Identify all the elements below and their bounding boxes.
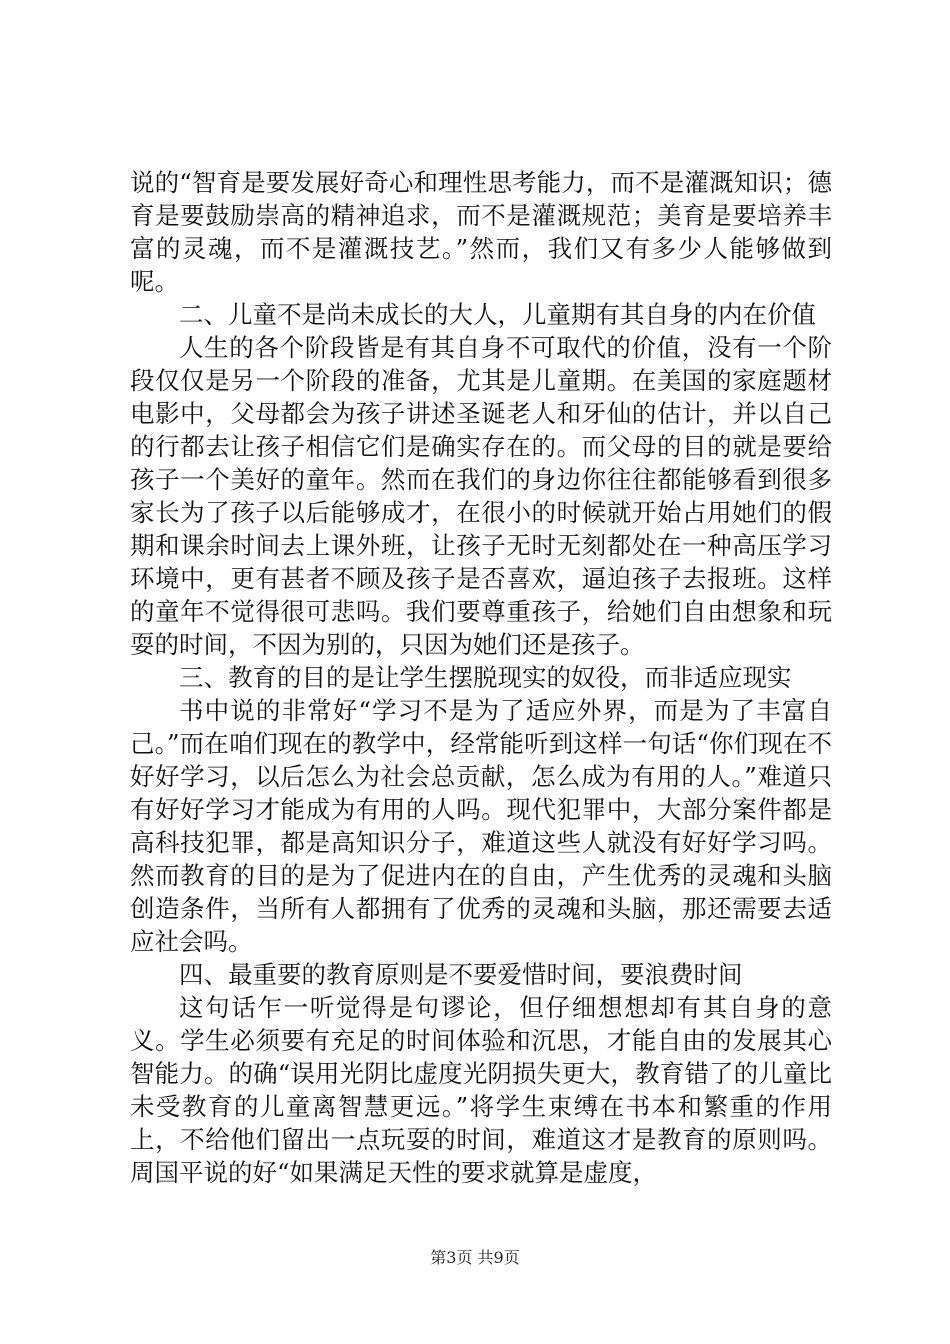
section-heading-4: 四、最重要的教育原则是不要爱惜时间，要浪费时间 <box>179 960 743 989</box>
page-footer: 第3页 共9页 <box>430 1248 520 1267</box>
section-heading-2: 二、儿童不是尚未成长的大人，儿童期有其自身的内在价值 <box>179 300 816 329</box>
paragraph-section-4: 这句话乍一听觉得是句谬论，但仔细想想却有其自身的意义。学生必须要有充足的时间体验和沉思，才能自由的发展其心智能力。的确“误用光阴比虚度光阴损失更大，教育错了的儿童比未受教育的儿童离智慧更远。”将学生束缚在书本和繁重的作用上，不给他们留出一点玩耍的时间，难道这才是教育的原则吗。周国平说的好“如果满足天性的要求就算是虚度， <box>130 993 832 1187</box>
document-body <box>130 166 832 1189</box>
section-heading-3: 三、教育的目的是让学生摆脱现实的奴役，而非适应现实 <box>179 663 792 692</box>
paragraph-continuation: 说的“智育是要发展好奇心和理性思考能力，而不是灌溉知识；德育是要鼓励崇高的精神追求，而不是灌溉规范；美育是要培养丰富的灵魂，而不是灌溉技艺。”然而，我们又有多少人能够做到呢。 <box>130 168 832 296</box>
paragraph-section-3: 书中说的非常好“学习不是为了适应外界，而是为了丰富自己。”而在咱们现在的教学中，经常能听到这样一句话“你们现在不好好学习，以后怎么为社会总贡献，怎么成为有用的人。”难道只有好好学习才能成为有用的人吗。现代犯罪中，大部分案件都是高科技犯罪，都是高知识分子，难道这些人就没有好好学习吗。然而教育的目的是为了促进内在的自由，产生优秀的灵魂和头脑创造条件，当所有人都拥有了优秀的灵魂和头脑，那还需要去适应社会吗。 <box>130 696 832 956</box>
paragraph-section-2: 人生的各个阶段皆是有其自身不可取代的价值，没有一个阶段仅仅是另一个阶段的准备，尤其是儿童期。在美国的家庭题材电影中，父母都会为孩子讲述圣诞老人和牙仙的估计，并以自己的行都去让孩子相信它们是确实存在的。而父母的目的就是要给孩子一个美好的童年。然而在我们的身边你往往都能够看到很多家长为了孩子以后能够成才，在很小的时候就开始占用她们的假期和课余时间去上课外班，让孩子无时无刻都处在一种高压学习环境中，更有甚者不顾及孩子是否喜欢，逼迫孩子去报班。这样的童年不觉得很可悲吗。我们要尊重孩子，给她们自由想象和玩耍的时间，不因为别的，只因为她们还是孩子。 <box>130 333 832 659</box>
